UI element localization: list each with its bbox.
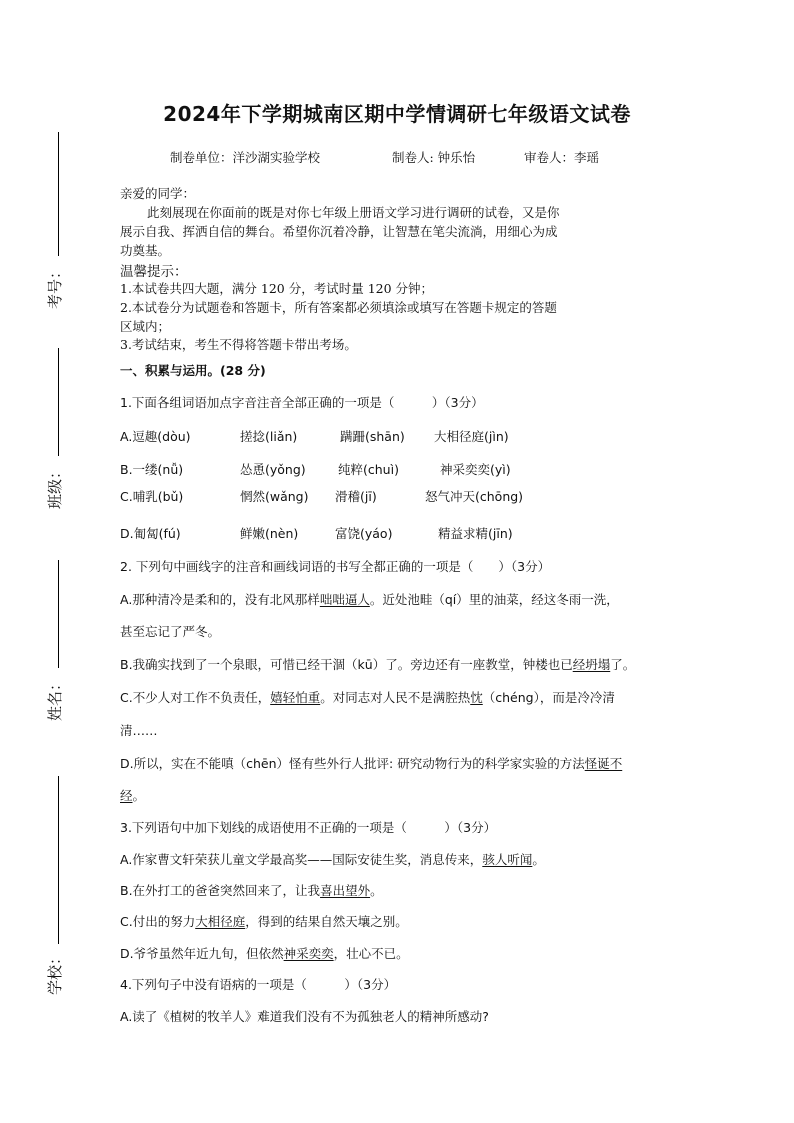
intro-line-1: 此刻展现在你面前的既是对你七年级上册语文学习进行调研的试卷，又是你 xyxy=(147,205,560,220)
unit-text: 制卷单位：洋沙湖实验学校 xyxy=(170,150,321,165)
q3-d-pre: D.爷爷虽然年近九旬，但依然 xyxy=(120,946,284,961)
exam-no-label: 考号： xyxy=(46,263,65,310)
tip-2a: 2.本试卷分为试题卷和答题卡，所有答案都必须填涂或填写在答题卡规定的答题 xyxy=(120,300,557,315)
q2-option-a-line2: 甚至忘记了严冬。 xyxy=(120,624,221,639)
q1-a2: 搓捻(liǎn) xyxy=(240,429,298,444)
q4-stem: 4.下列句子中没有语病的一项是（ ）（3分） xyxy=(120,977,397,992)
binding-line-2 xyxy=(58,348,59,456)
tip-1: 1.本试卷共四大题，满分 120 分，考试时量 120 分钟； xyxy=(120,281,434,296)
q2-option-b xyxy=(120,655,635,673)
q1-stem: 1.下面各组词语加点字音注音全部正确的一项是（ ）（3分） xyxy=(120,395,484,410)
q3-d-underline: 神采奕奕 xyxy=(283,946,334,961)
tip-2b: 区域内； xyxy=(120,319,171,334)
q3-a-post: 。 xyxy=(532,852,545,867)
q1-d1: D.匍匐(fú) xyxy=(120,526,181,541)
q1-b4: 神采奕奕(yì) xyxy=(440,462,511,477)
q2-b-pre: B.我确实找到了一个泉眼，可惜已经干涸（kū）了。旁边还有一座教堂，钟楼也已 xyxy=(120,657,573,672)
section-1-title: 一、积累与运用。(28 分) xyxy=(120,363,266,378)
q1-c1: C.哺乳(bǔ) xyxy=(120,489,184,504)
q2-a-underline: 咄咄逼人 xyxy=(319,592,370,607)
maker-text: 制卷人: 钟乐怡 xyxy=(392,150,476,165)
q3-option-d xyxy=(120,944,409,962)
q3-a-underline: 骇人听闻 xyxy=(482,852,533,867)
q1-c2: 惘然(wǎng) xyxy=(240,489,309,504)
q1-b2: 怂恿(yǒng) xyxy=(240,462,306,477)
binding-line-4 xyxy=(58,776,59,944)
q2-c-post: （chéng），而是冷冷清 xyxy=(482,690,615,705)
q3-c-pre: C.付出的努力 xyxy=(120,914,196,929)
school-label: 学校： xyxy=(46,949,65,996)
q1-a4: 大相径庭(jìn) xyxy=(434,429,509,444)
q3-c-post: ，得到的结果自然天壤之别。 xyxy=(245,914,408,929)
q2-d-pre: D.所以，实在不能嗔（chēn）怪有些外行人批评: 研究动物行为的科学家实验的方法 xyxy=(120,756,585,771)
greeting: 亲爱的同学： xyxy=(120,186,196,201)
tips-title: 温馨提示： xyxy=(120,264,188,280)
q3-b-post: 。 xyxy=(370,883,383,898)
q2-d-underline: 怪诞不 xyxy=(584,756,623,771)
class-label: 班级： xyxy=(46,463,65,510)
q1-a1: A.逗趣(dòu) xyxy=(120,429,191,444)
binding-line-3 xyxy=(58,560,59,668)
page-title: 2024年下学期城南区期中学情调研七年级语文试卷 xyxy=(163,102,631,126)
q1-d3: 富饶(yáo) xyxy=(335,526,393,541)
q2-d-underline-2: 经 xyxy=(120,788,133,803)
q2-d-post: 。 xyxy=(132,788,146,803)
name-label: 姓名： xyxy=(46,675,65,722)
q1-b1: B.一缕(nǚ) xyxy=(120,462,184,477)
q2-a-post: 。近处池畦（qí）里的油菜，经这冬雨一洗， xyxy=(369,592,619,607)
q2-option-d-line2 xyxy=(120,786,145,804)
q2-option-c-line1 xyxy=(120,688,615,706)
q4-option-a: A.读了《植树的牧羊人》难道我们没有不为孤独老人的精神所感动? xyxy=(120,1009,489,1024)
q2-a-pre: A.那种清冷是柔和的，没有北风那样 xyxy=(120,592,320,607)
q3-b-pre: B.在外打工的爸爸突然回来了，让我 xyxy=(120,883,321,898)
reviewer-text: 审卷人：李瑶 xyxy=(524,150,600,165)
q1-b3: 纯粹(chuì) xyxy=(338,462,399,477)
q3-b-underline: 喜出望外 xyxy=(320,883,371,898)
binding-line-1 xyxy=(58,132,59,256)
q2-b-underline: 经坍塌 xyxy=(572,657,611,672)
intro-line-2: 展示自我、挥洒自信的舞台。希望你沉着冷静，让智慧在笔尖流淌，用细心为成 xyxy=(120,224,558,239)
q3-stem: 3.下列语句中加下划线的成语使用不正确的一项是（ ）（3分） xyxy=(120,820,497,835)
q2-option-d-line1 xyxy=(120,754,622,772)
q2-stem: 2. 下列句中画线字的注音和画线词语的书写全都正确的一项是（ ）（3分） xyxy=(120,559,551,574)
q3-d-post: ，壮心不已。 xyxy=(333,946,409,961)
q1-c4: 怒气冲天(chōng) xyxy=(425,489,524,504)
intro-line-3: 功奠基。 xyxy=(120,243,171,258)
tip-3: 3.考试结束，考生不得将答题卡带出考场。 xyxy=(120,337,357,352)
q3-a-pre: A.作家曹文轩荣获儿童文学最高奖——国际安徒生奖，消息传来， xyxy=(120,852,483,867)
q2-c-mid: 。对同志对人民不是满腔热 xyxy=(320,690,471,705)
q3-option-a xyxy=(120,850,545,868)
q3-c-underline: 大相径庭 xyxy=(195,914,246,929)
q2-option-c-line2: 清…… xyxy=(120,723,158,738)
q1-c3: 滑稽(jī) xyxy=(335,489,377,504)
q3-option-c xyxy=(120,912,408,930)
q2-option-a-line1 xyxy=(120,590,619,608)
q2-c-underline: 嬉轻怕重 xyxy=(270,690,321,705)
q2-c-underline-2: 忱 xyxy=(470,690,483,705)
q1-d4: 精益求精(jīn) xyxy=(438,526,513,541)
q2-c-pre: C.不少人对工作不负责任， xyxy=(120,690,271,705)
q3-option-b xyxy=(120,881,383,899)
q1-a3: 蹒跚(shān) xyxy=(340,429,405,444)
q2-b-post: 了。 xyxy=(610,657,636,672)
q1-d2: 鲜嫩(nèn) xyxy=(240,526,299,541)
